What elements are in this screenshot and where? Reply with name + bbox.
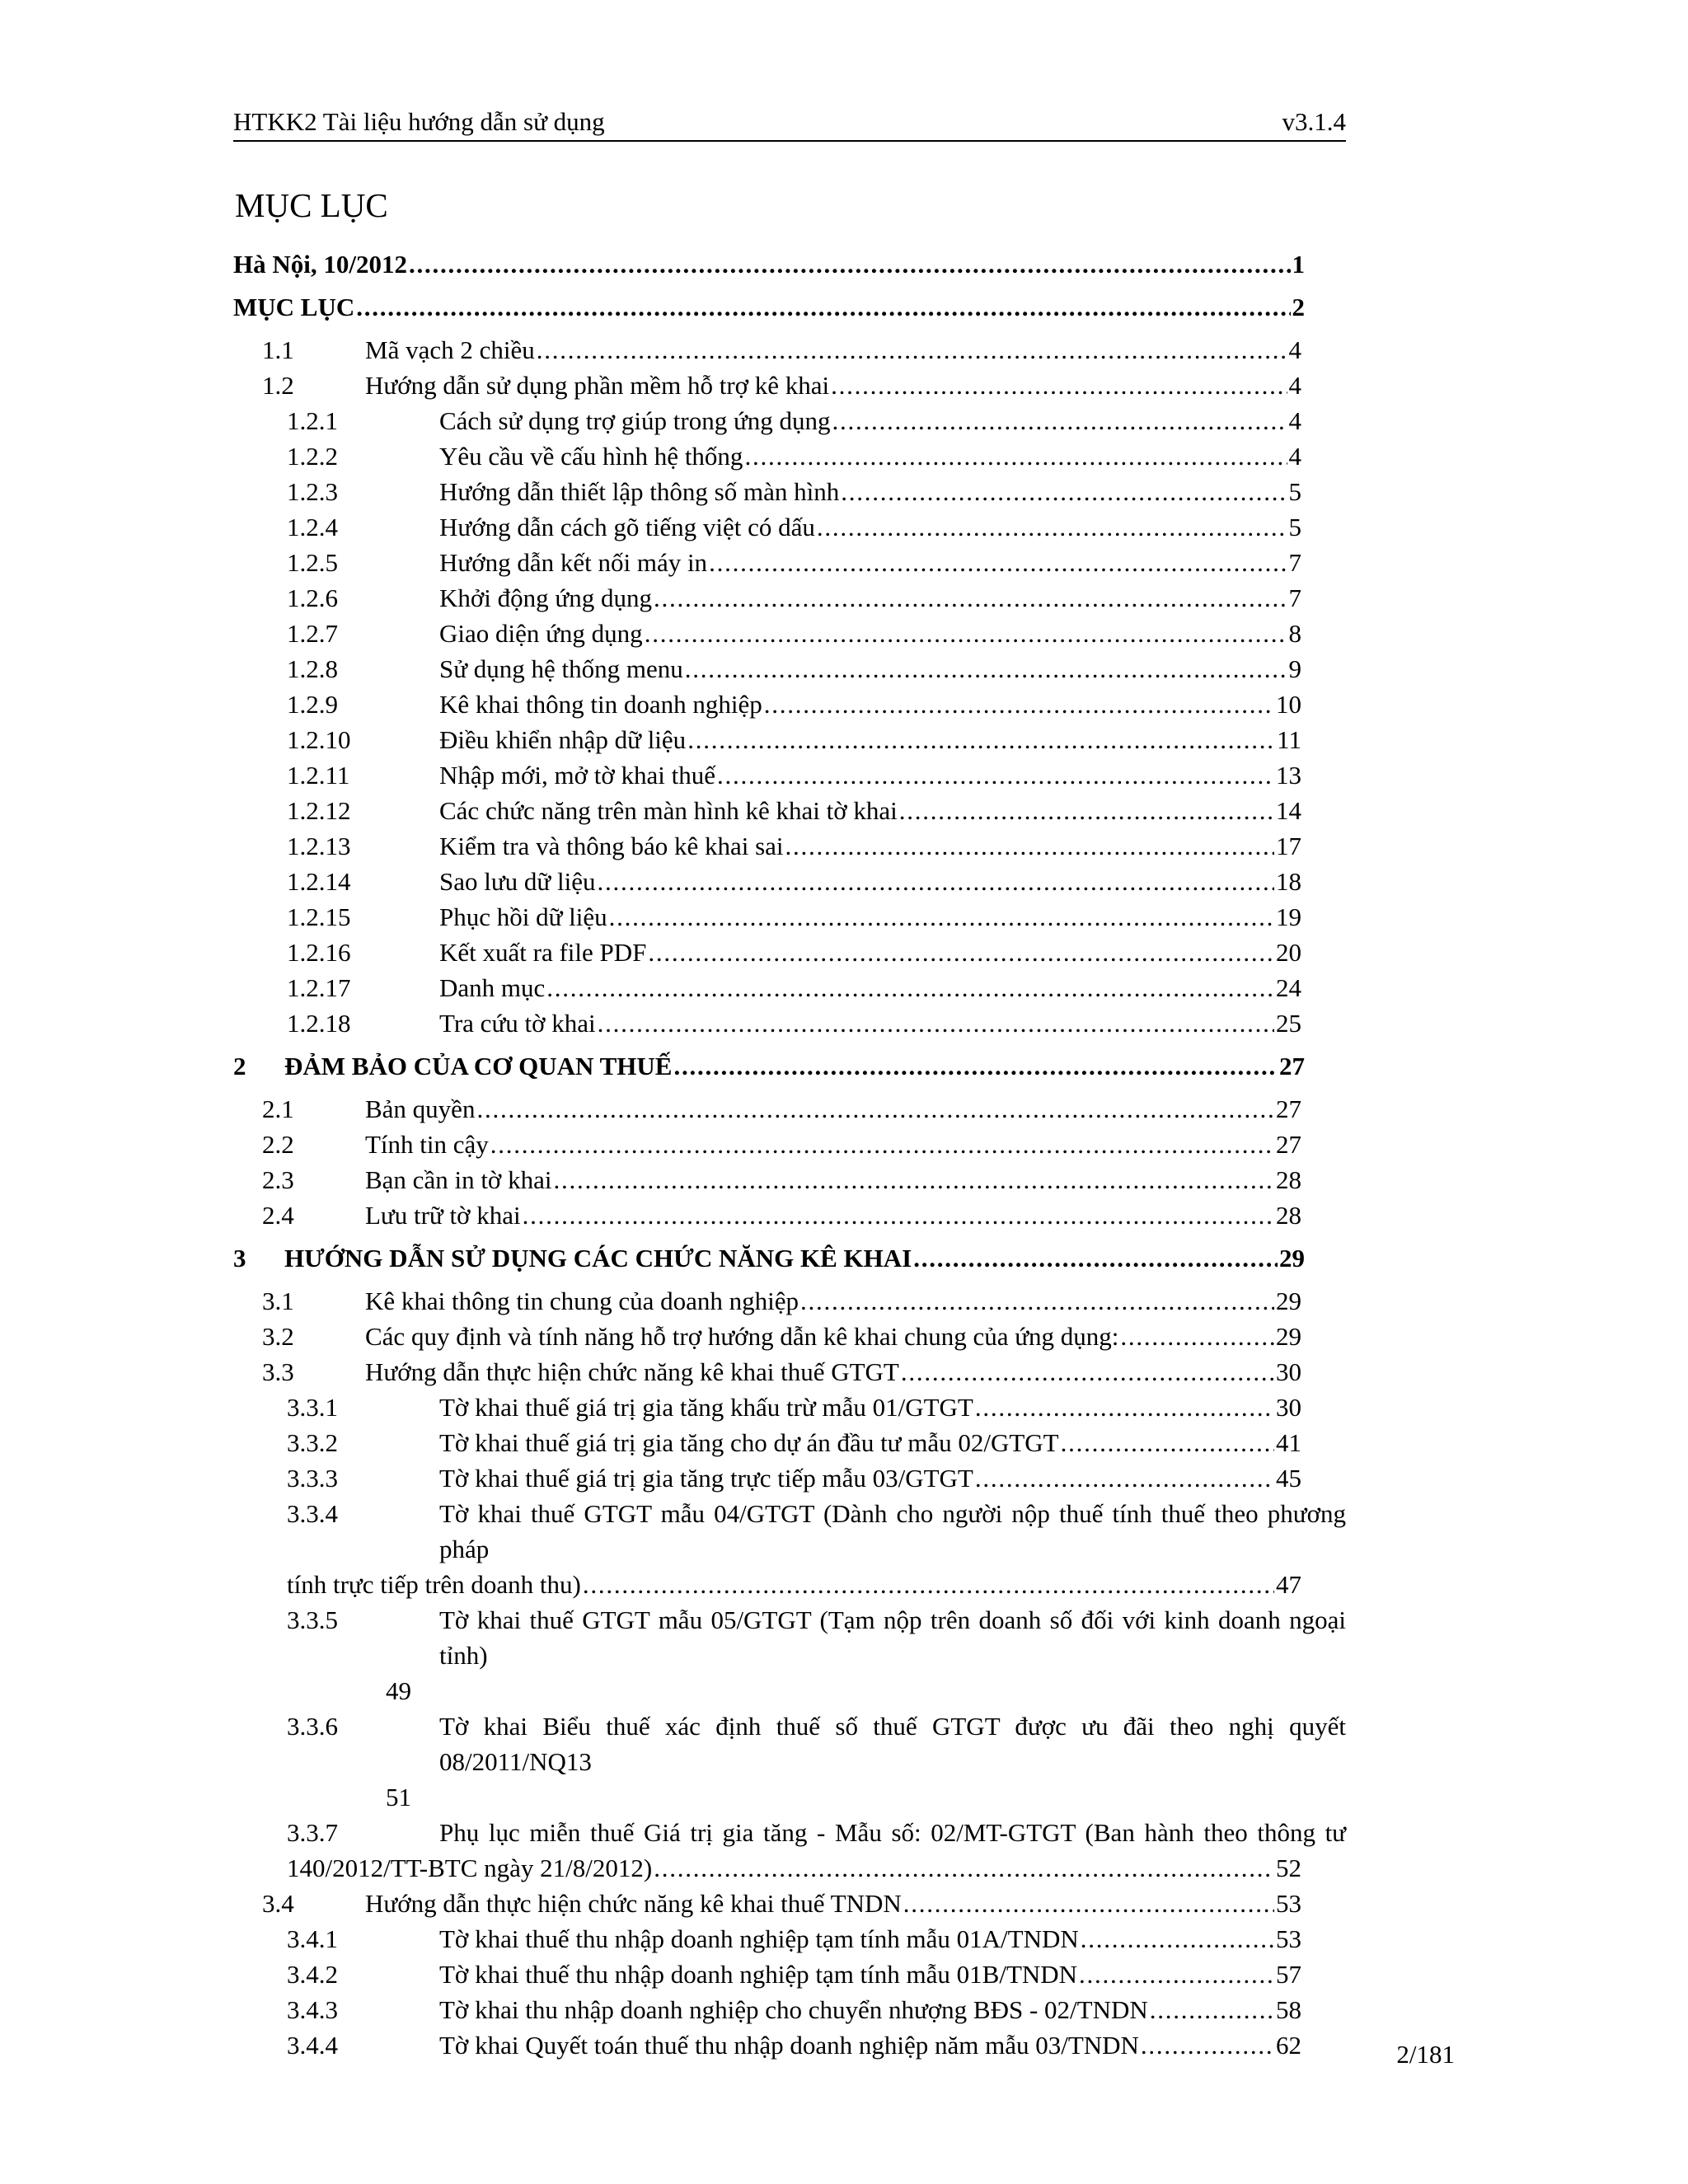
toc-entry[interactable] bbox=[233, 1496, 1346, 1567]
toc-entry[interactable] bbox=[233, 1992, 1301, 2027]
toc-entry-number: 3.4 bbox=[262, 1889, 294, 1918]
toc-entry-title: Giao diện ứng dụng bbox=[439, 619, 643, 648]
toc-entry[interactable] bbox=[233, 509, 1301, 545]
toc-entry-page: 7 bbox=[1288, 583, 1301, 612]
toc-entry-title: Hướng dẫn thực hiện chức năng kê khai thuế TNDN bbox=[365, 1889, 902, 1918]
toc-entry-page: 30 bbox=[1276, 1357, 1301, 1386]
toc-leader-dots bbox=[685, 651, 1287, 687]
toc-entry-page: 2 bbox=[1292, 293, 1305, 321]
toc-entry[interactable] bbox=[233, 1127, 1301, 1162]
toc-entry-number: 2.3 bbox=[262, 1165, 294, 1194]
toc-entry[interactable] bbox=[233, 1815, 1346, 1850]
toc-entry[interactable] bbox=[233, 289, 1305, 325]
toc-leader-dots bbox=[717, 757, 1274, 793]
toc-entry-number: 1.2.2 bbox=[287, 442, 338, 471]
toc-entry-page: 1 bbox=[1292, 250, 1305, 279]
toc-entry-title: Tra cứu tờ khai bbox=[439, 1009, 596, 1038]
toc-entry-page: 4 bbox=[1288, 371, 1301, 400]
toc-entry[interactable] bbox=[233, 1162, 1301, 1197]
toc-entry-number: 1.2.15 bbox=[287, 902, 351, 931]
toc-entry-page: 25 bbox=[1276, 1009, 1301, 1038]
toc-entry-page: 58 bbox=[1276, 1995, 1301, 2024]
toc-entry-title: Tờ khai thuế giá trị gia tăng khấu trừ mẫu 01/GTGT bbox=[439, 1393, 973, 1422]
toc-entry-number: 1.2.16 bbox=[287, 938, 351, 967]
toc-entry[interactable] bbox=[233, 1602, 1346, 1673]
toc-leader-dots bbox=[490, 1127, 1274, 1162]
toc-entry-number: 3.2 bbox=[262, 1322, 294, 1351]
toc-entry-title: Tờ khai thuế giá trị gia tăng cho dự án đầu tư mẫu 02/GTGT bbox=[439, 1428, 1059, 1457]
toc-leader-dots bbox=[598, 1005, 1274, 1041]
toc-leader-dots bbox=[597, 864, 1274, 899]
toc-entry-title: Cách sử dụng trợ giúp trong ứng dụng bbox=[439, 406, 831, 435]
toc-entry-page: 11 bbox=[1277, 725, 1301, 754]
toc-leader-dots bbox=[546, 970, 1274, 1005]
toc-leader-dots bbox=[654, 580, 1287, 616]
toc-entry-title: Khởi động ứng dụng bbox=[439, 583, 652, 612]
toc-entry-title: ĐẢM BẢO CỦA CƠ QUAN THUẾ bbox=[284, 1052, 673, 1080]
toc-entry-title-continued: tính trực tiếp trên doanh thu) bbox=[287, 1570, 581, 1599]
toc-entry-page: 49 bbox=[386, 1676, 411, 1705]
toc-entry-page: 17 bbox=[1276, 832, 1301, 860]
toc-entry[interactable] bbox=[233, 474, 1301, 509]
toc-entry-number: 2.4 bbox=[262, 1201, 294, 1230]
toc-entry-page: 14 bbox=[1276, 796, 1301, 825]
toc-entry-title: Bạn cần in tờ khai bbox=[365, 1165, 552, 1194]
toc-entry[interactable] bbox=[233, 1957, 1301, 1992]
header-title: HTKK2 Tài liệu hướng dẫn sử dụng bbox=[233, 107, 605, 136]
toc-entry-title: Phục hồi dữ liệu bbox=[439, 902, 607, 931]
toc-entry-continuation[interactable] bbox=[233, 1850, 1301, 1886]
toc-entry-number: 2.1 bbox=[262, 1094, 294, 1123]
toc-entry-page: 29 bbox=[1276, 1286, 1301, 1315]
toc-entry-title: Hướng dẫn thực hiện chức năng kê khai thuế GTGT bbox=[365, 1357, 899, 1386]
toc-leader-dots bbox=[583, 1567, 1274, 1602]
toc-leader-dots bbox=[609, 899, 1274, 935]
toc-leader-dots bbox=[913, 1240, 1278, 1276]
toc-entry-page: 28 bbox=[1276, 1165, 1301, 1194]
toc-entry-page: 45 bbox=[1276, 1464, 1301, 1493]
toc-entry-title: Kê khai thông tin chung của doanh nghiệp bbox=[365, 1286, 799, 1315]
toc-entry-title: Tờ khai thuế thu nhập doanh nghiệp tạm tính mẫu 01B/TNDN bbox=[439, 1960, 1078, 1989]
toc-entry-page: 28 bbox=[1276, 1201, 1301, 1230]
toc-entry-continuation[interactable] bbox=[233, 1779, 1301, 1815]
toc-entry-title: Tờ khai Quyết toán thuế thu nhập doanh nghiệp năm mẫu 03/TNDN bbox=[439, 2031, 1139, 2060]
toc-entry-page: 10 bbox=[1276, 690, 1301, 719]
toc-entry-page: 4 bbox=[1288, 442, 1301, 471]
toc-leader-dots bbox=[409, 246, 1291, 282]
toc-entry[interactable] bbox=[233, 828, 1301, 864]
toc-entry-number: 3.3.6 bbox=[287, 1712, 338, 1741]
toc-entry[interactable] bbox=[233, 545, 1301, 580]
toc-heading: MỤC LỤC bbox=[235, 186, 388, 224]
toc-leader-dots bbox=[645, 616, 1287, 651]
toc-entry-title: Bản quyền bbox=[365, 1094, 476, 1123]
toc-entry-number: 3.1 bbox=[262, 1286, 294, 1315]
toc-entry-title: Kiểm tra và thông báo kê khai sai bbox=[439, 832, 784, 860]
toc-entry[interactable] bbox=[233, 1048, 1305, 1084]
toc-entry[interactable] bbox=[233, 368, 1301, 403]
toc-entry-page: 4 bbox=[1288, 335, 1301, 364]
toc-entry-number: 1.1 bbox=[262, 335, 294, 364]
toc-leader-dots bbox=[764, 687, 1274, 722]
toc-entry-number: 1.2.8 bbox=[287, 654, 338, 683]
toc-entry-title: Mã vạch 2 chiều bbox=[365, 335, 535, 364]
toc-entry-number: 1.2.10 bbox=[287, 725, 351, 754]
toc-entry-number: 1.2.5 bbox=[287, 548, 338, 577]
toc-entry[interactable] bbox=[233, 793, 1301, 828]
toc-leader-dots bbox=[1150, 1992, 1274, 2027]
toc-entry-title: Kê khai thông tin doanh nghiệp bbox=[439, 690, 762, 719]
toc-entry-title: Hà Nội, 10/2012 bbox=[233, 250, 407, 279]
toc-entry-number: 1.2.4 bbox=[287, 513, 338, 541]
toc-leader-dots bbox=[356, 289, 1290, 325]
toc-entry[interactable] bbox=[233, 1886, 1301, 1921]
toc-entry[interactable] bbox=[233, 687, 1301, 722]
toc-entry[interactable] bbox=[233, 757, 1301, 793]
toc-entry-number: 1.2.7 bbox=[287, 619, 338, 648]
toc-entry-title: Danh mục bbox=[439, 973, 546, 1002]
toc-entry-page: 53 bbox=[1276, 1889, 1301, 1918]
toc-leader-dots bbox=[523, 1197, 1274, 1233]
toc-entry[interactable] bbox=[233, 935, 1301, 970]
toc-entry-number: 2.2 bbox=[262, 1130, 294, 1159]
toc-leader-dots bbox=[1120, 1319, 1274, 1354]
toc-entry[interactable] bbox=[233, 1390, 1301, 1425]
toc-entry-title: Tờ khai thuế GTGT mẫu 05/GTGT (Tạm nộp trên doanh số đối với kinh doanh ngoại tỉnh) bbox=[439, 1605, 1346, 1670]
toc-entry-page: 29 bbox=[1279, 1244, 1305, 1272]
toc-entry[interactable] bbox=[233, 970, 1301, 1005]
toc-entry-number: 1.2.1 bbox=[287, 406, 338, 435]
toc-leader-dots bbox=[1141, 2027, 1274, 2063]
toc-entry[interactable] bbox=[233, 899, 1301, 935]
toc-entry-title: Lưu trữ tờ khai bbox=[365, 1201, 521, 1230]
toc-entry[interactable] bbox=[233, 1425, 1301, 1460]
toc-entry-page: 30 bbox=[1276, 1393, 1301, 1422]
toc-leader-dots bbox=[785, 828, 1274, 864]
toc-entry-number: 3.4.4 bbox=[287, 2031, 338, 2060]
toc-entry-title: Các chức năng trên màn hình kê khai tờ khai bbox=[439, 796, 898, 825]
toc-entry-title: Hướng dẫn sử dụng phần mềm hỗ trợ kê khai bbox=[365, 371, 830, 400]
toc-entry-number: 3.4.1 bbox=[287, 1924, 338, 1953]
toc-entry[interactable] bbox=[233, 1197, 1301, 1233]
toc-entry-number: 1.2.14 bbox=[287, 867, 351, 896]
toc-entry[interactable] bbox=[233, 246, 1305, 282]
toc-entry[interactable] bbox=[233, 438, 1301, 474]
toc-leader-dots bbox=[709, 545, 1287, 580]
toc-entry-page: 53 bbox=[1276, 1924, 1301, 1953]
toc-entry-page: 13 bbox=[1276, 761, 1301, 790]
toc-entry[interactable] bbox=[233, 580, 1301, 616]
toc-entry-page: 62 bbox=[1276, 2031, 1301, 2060]
toc-entry-page: 18 bbox=[1276, 867, 1301, 896]
toc-leader-dots bbox=[1081, 1921, 1274, 1957]
toc-entry-number: 3.3.4 bbox=[287, 1499, 338, 1528]
toc-entry-number: 3.3.2 bbox=[287, 1428, 338, 1457]
toc-entry-number: 3.4.2 bbox=[287, 1960, 338, 1989]
toc-entry-page: 4 bbox=[1288, 406, 1301, 435]
toc-leader-dots bbox=[817, 509, 1287, 545]
toc-leader-dots bbox=[553, 1162, 1274, 1197]
toc-entry-number: 1.2.13 bbox=[287, 832, 351, 860]
toc-entry-number: 3.4.3 bbox=[287, 1995, 338, 2024]
toc-entry-title: Hướng dẫn thiết lập thông số màn hình bbox=[439, 477, 840, 506]
toc-entry[interactable] bbox=[233, 1283, 1301, 1319]
toc-entry-number: 3.3.7 bbox=[287, 1818, 338, 1847]
toc-leader-dots bbox=[654, 1850, 1274, 1886]
toc-entry-number: 3.3.3 bbox=[287, 1464, 338, 1493]
toc-entry[interactable] bbox=[233, 1091, 1301, 1127]
toc-entry-title: Yêu cầu về cấu hình hệ thống bbox=[439, 442, 743, 471]
toc-entry-title: Phụ lục miễn thuế Giá trị gia tăng - Mẫu số: 02/MT-GTGT (Ban hành theo thông tư bbox=[439, 1818, 1346, 1847]
toc-entry-number: 3 bbox=[233, 1244, 246, 1272]
toc-entry[interactable] bbox=[233, 1354, 1301, 1390]
toc-entry-title: Sao lưu dữ liệu bbox=[439, 867, 596, 896]
toc-entry-number: 1.2.11 bbox=[287, 761, 350, 790]
toc-entry[interactable] bbox=[233, 722, 1301, 757]
toc-leader-dots bbox=[903, 1886, 1274, 1921]
toc-entry-number: 1.2.18 bbox=[287, 1009, 351, 1038]
toc-leader-dots bbox=[687, 722, 1275, 757]
toc-leader-dots bbox=[648, 935, 1274, 970]
toc-entry[interactable] bbox=[233, 403, 1301, 438]
toc-entry-page: 7 bbox=[1288, 548, 1301, 577]
toc-entry-title: HƯỚNG DẪN SỬ DỤNG CÁC CHỨC NĂNG KÊ KHAI bbox=[284, 1244, 912, 1272]
toc-leader-dots bbox=[831, 368, 1287, 403]
toc-entry-number: 1.2 bbox=[262, 371, 294, 400]
toc-leader-dots bbox=[975, 1390, 1274, 1425]
toc-entry-page: 52 bbox=[1276, 1854, 1301, 1882]
toc-entry-number: 1.2.17 bbox=[287, 973, 351, 1002]
toc-entry[interactable] bbox=[233, 864, 1301, 899]
toc-entry-title: Tờ khai thuế thu nhập doanh nghiệp tạm tính mẫu 01A/TNDN bbox=[439, 1924, 1079, 1953]
toc-entry-number: 1.2.9 bbox=[287, 690, 338, 719]
toc-entry-number: 3.3.1 bbox=[287, 1393, 338, 1422]
toc-entry-number: 3.3.5 bbox=[287, 1605, 338, 1634]
toc-leader-dots bbox=[476, 1091, 1274, 1127]
header-version: v3.1.4 bbox=[1282, 107, 1346, 136]
toc-entry-title: Hướng dẫn cách gõ tiếng việt có dấu bbox=[439, 513, 815, 541]
toc-entry-number: 1.2.3 bbox=[287, 477, 338, 506]
toc-leader-dots bbox=[673, 1048, 1278, 1084]
toc-entry-page: 9 bbox=[1288, 654, 1301, 683]
toc-entry-title: Sử dụng hệ thống menu bbox=[439, 654, 683, 683]
toc-entry-number: 3.3 bbox=[262, 1357, 294, 1386]
toc-entry-title: Tính tin cậy bbox=[365, 1130, 489, 1159]
toc-entry-title: Tờ khai thuế giá trị gia tăng trực tiếp mẫu 03/GTGT bbox=[439, 1464, 973, 1493]
toc-entry-page: 8 bbox=[1288, 619, 1301, 648]
toc-entry-page: 51 bbox=[386, 1783, 411, 1811]
toc-leader-dots bbox=[537, 332, 1287, 368]
toc-leader-dots bbox=[832, 403, 1287, 438]
toc-entry-title: Tờ khai thuế GTGT mẫu 04/GTGT (Dành cho người nộp thuế tính thuế theo phương pháp bbox=[439, 1499, 1346, 1563]
toc-entry-continuation[interactable] bbox=[233, 1673, 1301, 1708]
toc-leader-dots bbox=[975, 1460, 1274, 1496]
toc-entry-page: 5 bbox=[1288, 477, 1301, 506]
toc-entry-title: Kết xuất ra file PDF bbox=[439, 938, 647, 967]
toc-entry-title: Nhập mới, mở tờ khai thuế bbox=[439, 761, 716, 790]
toc-entry-page: 29 bbox=[1276, 1322, 1301, 1351]
toc-leader-dots bbox=[1061, 1425, 1274, 1460]
toc-entry[interactable] bbox=[233, 1460, 1301, 1496]
toc-entry-page: 27 bbox=[1276, 1094, 1301, 1123]
table-of-contents bbox=[233, 239, 1346, 2063]
toc-entry-page: 57 bbox=[1276, 1960, 1301, 1989]
toc-entry-title: Tờ khai thu nhập doanh nghiệp cho chuyển nhượng BĐS - 02/TNDN bbox=[439, 1995, 1148, 2024]
toc-entry[interactable] bbox=[233, 1240, 1305, 1276]
toc-entry-page: 5 bbox=[1288, 513, 1301, 541]
toc-leader-dots bbox=[901, 1354, 1274, 1390]
toc-entry-page: 41 bbox=[1276, 1428, 1301, 1457]
toc-entry-number: 2 bbox=[233, 1052, 246, 1080]
toc-entry-title: Điều khiển nhập dữ liệu bbox=[439, 725, 687, 754]
toc-entry[interactable] bbox=[233, 332, 1301, 368]
toc-entry-number: 1.2.12 bbox=[287, 796, 351, 825]
toc-leader-dots bbox=[841, 474, 1287, 509]
toc-entry[interactable] bbox=[233, 651, 1301, 687]
toc-leader-dots bbox=[1079, 1957, 1274, 1992]
toc-entry-title: Hướng dẫn kết nối máy in bbox=[439, 548, 708, 577]
toc-entry-number: 1.2.6 bbox=[287, 583, 338, 612]
toc-entry[interactable] bbox=[233, 1319, 1301, 1354]
toc-entry-page: 27 bbox=[1279, 1052, 1305, 1080]
toc-entry-page: 19 bbox=[1276, 902, 1301, 931]
toc-entry[interactable] bbox=[233, 1921, 1301, 1957]
toc-entry[interactable] bbox=[233, 2027, 1301, 2063]
page-number: 2/181 bbox=[1396, 2040, 1455, 2069]
toc-entry-title: Tờ khai Biểu thuế xác định thuế số thuế GTGT được ưu đãi theo nghị quyết 08/2011/NQ13 bbox=[439, 1712, 1346, 1776]
toc-entry-page: 24 bbox=[1276, 973, 1301, 1002]
toc-leader-dots bbox=[800, 1283, 1274, 1319]
toc-entry-continuation[interactable] bbox=[233, 1567, 1301, 1602]
toc-entry-title: MỤC LỤC bbox=[233, 293, 355, 321]
toc-entry[interactable] bbox=[233, 1708, 1346, 1779]
toc-entry-page: 47 bbox=[1276, 1570, 1301, 1599]
toc-entry[interactable] bbox=[233, 616, 1301, 651]
toc-entry-title: Các quy định và tính năng hỗ trợ hướng dẫn kê khai chung của ứng dụng: bbox=[365, 1322, 1119, 1351]
toc-entry[interactable] bbox=[233, 1005, 1301, 1041]
toc-leader-dots bbox=[899, 793, 1274, 828]
toc-entry-page: 27 bbox=[1276, 1130, 1301, 1159]
toc-entry-title-continued: 140/2012/TT-BTC ngày 21/8/2012) bbox=[287, 1854, 653, 1882]
toc-leader-dots bbox=[744, 438, 1287, 474]
page-header bbox=[233, 105, 1346, 142]
toc-entry-page: 20 bbox=[1276, 938, 1301, 967]
